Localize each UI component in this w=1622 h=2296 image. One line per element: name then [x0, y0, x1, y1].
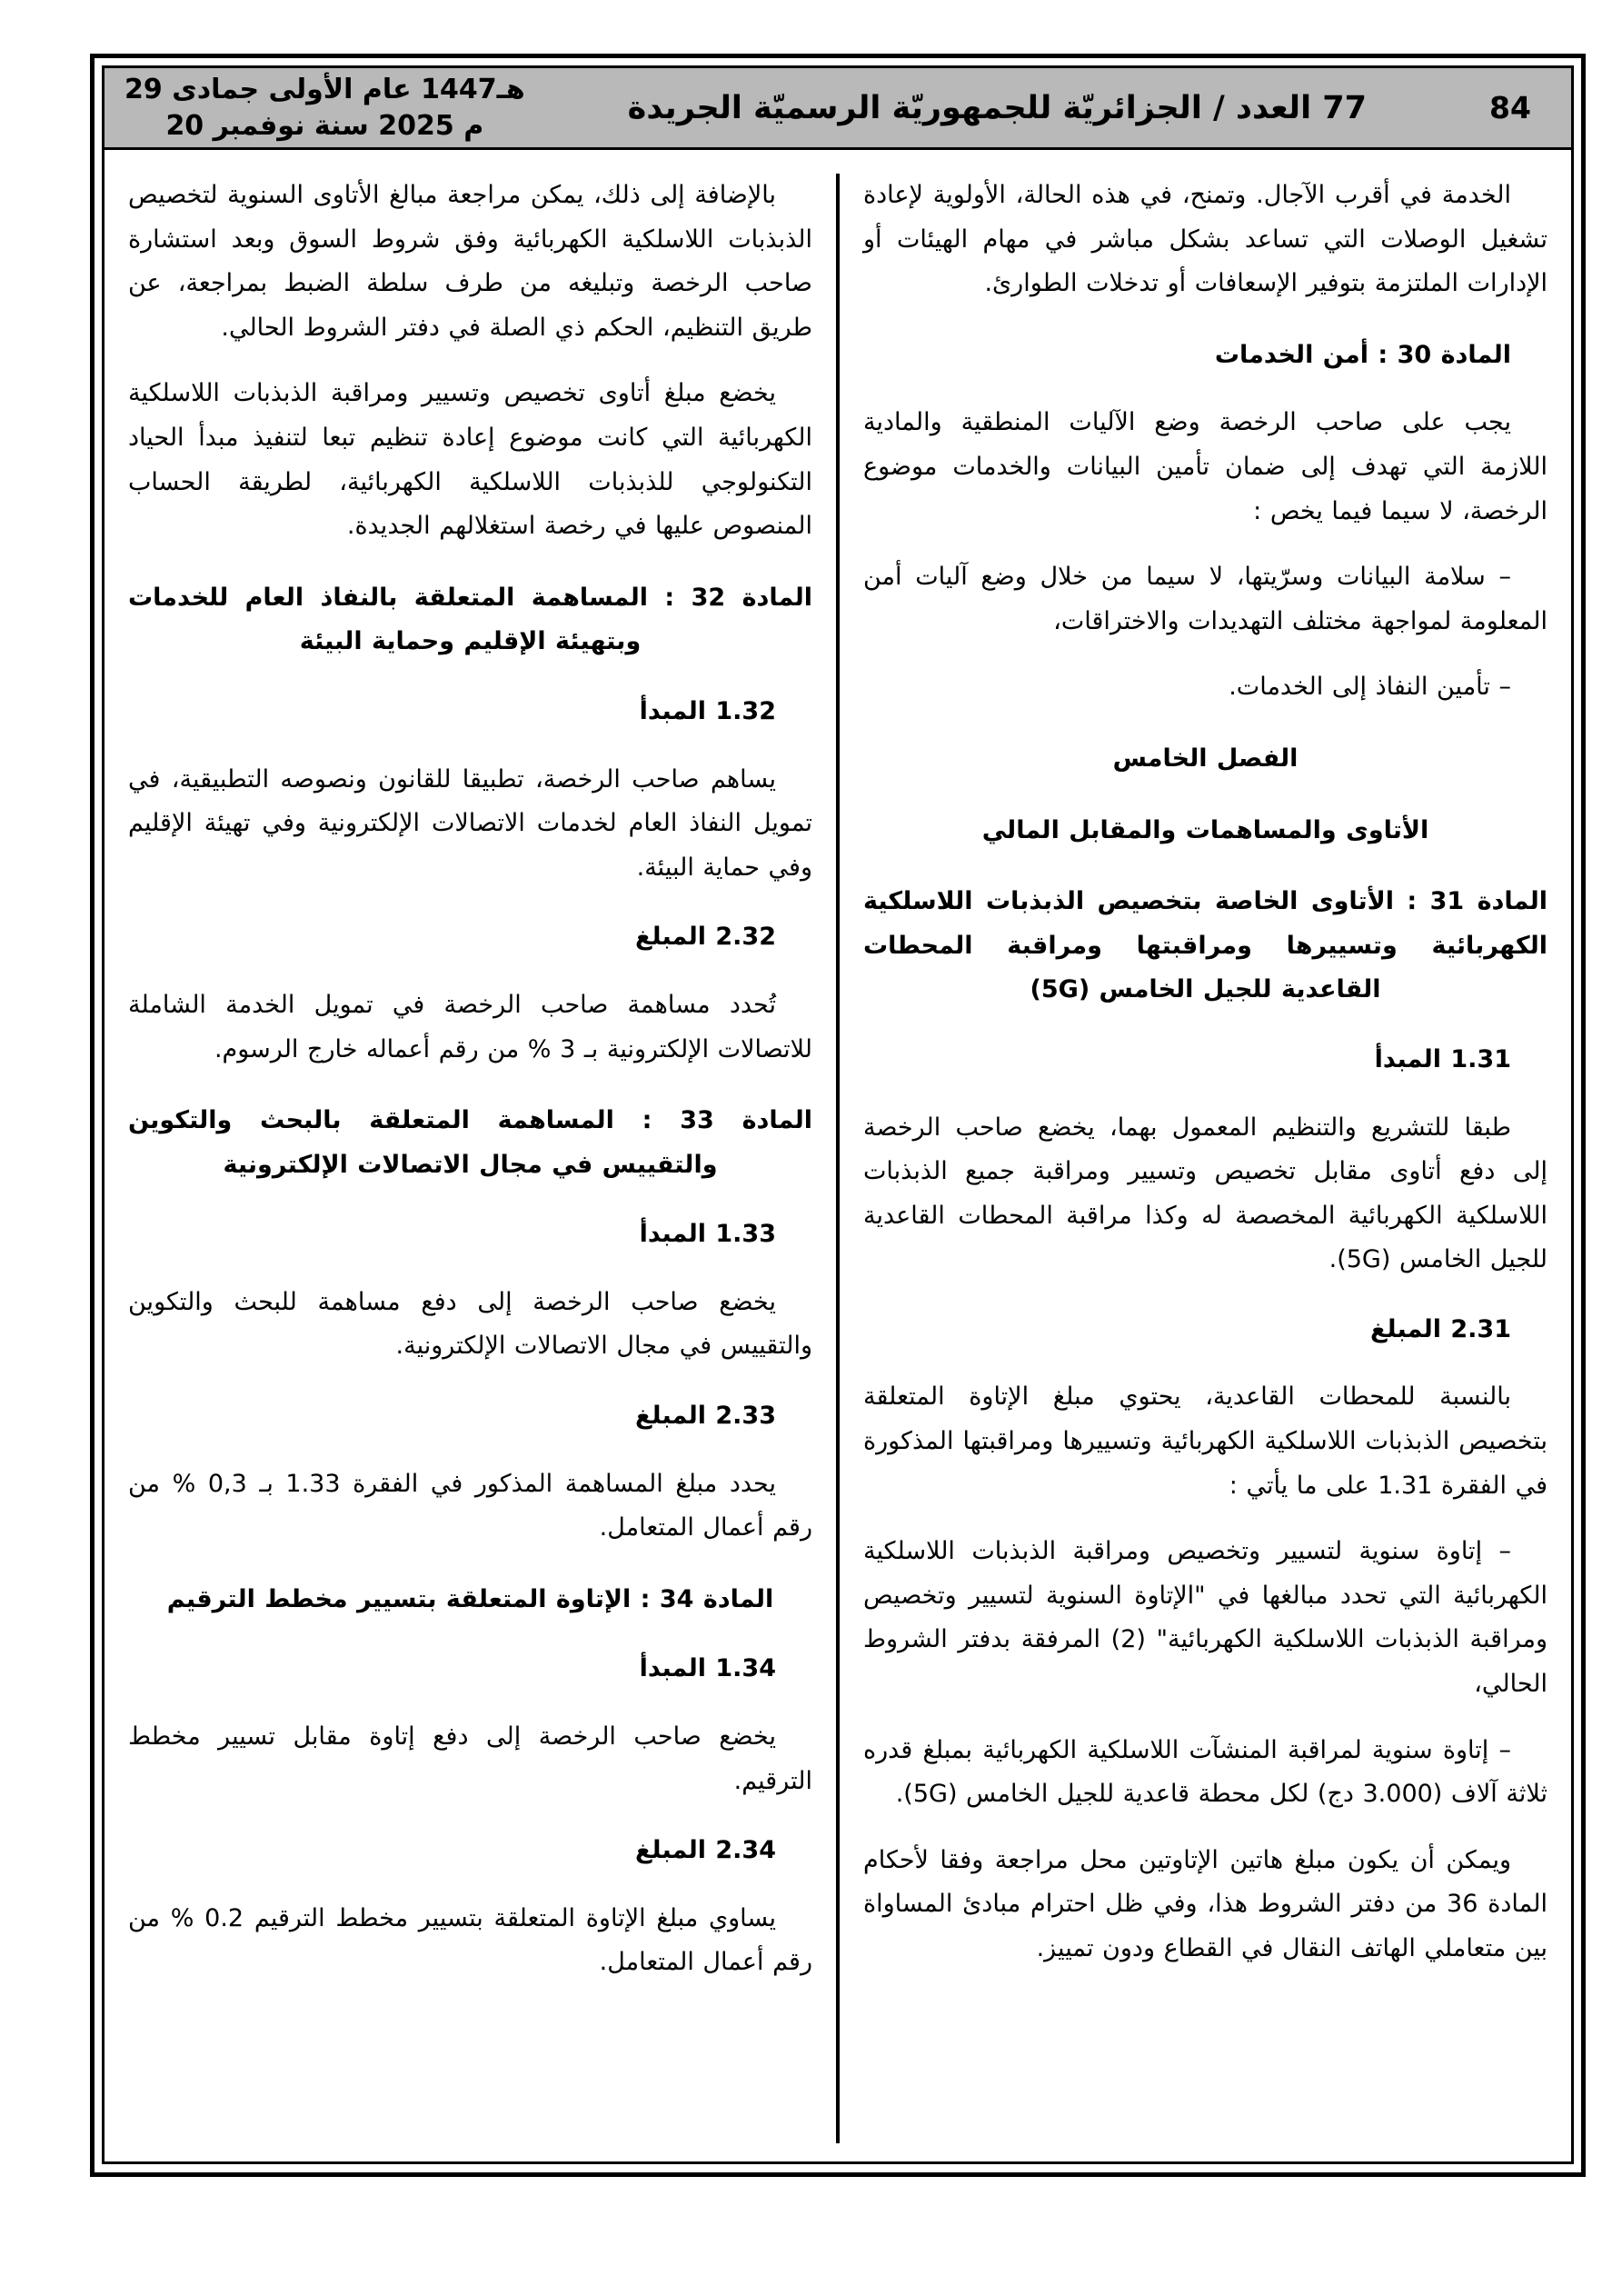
- paragraph: يساهم صاحب الرخصة، تطبيقا للقانون ونصوصه التطبيقية، في تمويل النفاذ العام لخدمات الاتصالات الإلكترونية وفي تهيئة الإقليم وفي حماية البيئة.: [128, 764, 812, 882]
- paragraph: يخضع صاحب الرخصة إلى دفع إتاوة مقابل تسيير مخطط الترقيم.: [128, 1722, 812, 1795]
- paragraph: يساوي مبلغ الإتاوة المتعلقة بتسيير مخطط الترقيم 0.2 % من رقم أعمال المتعامل.: [128, 1903, 812, 1977]
- list-item: – إتاوة سنوية لمراقبة المنشآت اللاسلكية الكهربائية بمبلغ قدره ثلاثة آلاف (3.000 دج) لكل محطة قاعدية للجيل الخامس (5G).: [863, 1735, 1547, 1809]
- paragraph: بالإضافة إلى ذلك، يمكن مراجعة مبالغ الأتاوى السنوية لتخصيص الذبذبات اللاسلكية الكهربائية وفق شروط السوق وبعد استشارة صاحب الرخصة وتبليغه من طرف سلطة الضبط بمراجعة، عن طريق التنظيم، الحكم ذي الصلة في دفتر الشروط الحالي.: [128, 181, 812, 342]
- paragraph: طبقا للتشريع والتنظيم المعمول بهما، يخضع صاحب الرخصة إلى دفع أتاوى مقابل تخصيص وتسيير ومراقبة جميع الذبذبات اللاسلكية الكهربائية المخصصة له وكذا مراقبة المحطات القاعدية للجيل الخامس (5G).: [863, 1113, 1547, 1274]
- date-gregorian: 20 نوفمبر سنة 2025 م: [165, 109, 484, 142]
- sub-heading: 2.34 المبلغ: [634, 1836, 776, 1865]
- list-item: – تأمين النفاذ إلى الخدمات.: [1229, 673, 1511, 702]
- chapter-heading: الفصل الخامس: [1112, 744, 1299, 773]
- sub-heading: 2.33 المبلغ: [634, 1402, 776, 1431]
- list-item: – إتاوة سنوية لتسيير وتخصيص ومراقبة الذبذبات اللاسلكية الكهربائية التي تحدد مبالغها في "الإتاوة السنوية لتسيير وتخصيص ومراقبة الذبذبات اللاسلكية الكهربائية" (2) المرفقة بدفتر الشروط الحالي،: [863, 1537, 1547, 1699]
- sub-heading: 2.31 المبلغ: [1369, 1314, 1511, 1343]
- paragraph: الخدمة في أقرب الآجال. وتمنح، في هذه الحالة، الأولوية لإعادة تشغيل الوصلات التي تساعد بشكل مباشر في مهام الهيئات أو الإدارات الملتزمة بتوفير الإسعافات أو تدخلات الطوارئ.: [863, 181, 1547, 298]
- sub-heading: 1.32 المبدأ: [639, 696, 776, 725]
- header-bar: [104, 68, 1571, 150]
- column-left: [104, 174, 836, 2151]
- paragraph: تُحدد مساهمة صاحب الرخصة في تمويل الخدمة الشاملة للاتصالات الإلكترونية بـ 3 % من رقم أعماله خارج الرسوم.: [128, 990, 812, 1063]
- header-dates: [124, 72, 525, 144]
- list-item: – سلامة البيانات وسرّيتها، لا سيما من خلال وضع آليات أمن المعلومة لمواجهة مختلف التهديدات والاختراقات،: [863, 563, 1547, 635]
- paragraph: يحدد مبلغ المساهمة المذكور في الفقرة 1.33 بـ 0,3 % من رقم أعمال المتعامل.: [128, 1469, 812, 1542]
- paragraph: يخضع صاحب الرخصة إلى دفع مساهمة للبحث والتكوين والتقييس في مجال الاتصالات الإلكترونية.: [128, 1287, 812, 1361]
- article-heading: المادة 32 : المساهمة المتعلقة بالنفاذ العام للخدمات وبتهيئة الإقليم وحماية البيئة: [128, 583, 812, 656]
- sub-heading: 2.32 المبلغ: [634, 923, 776, 952]
- page-content: [104, 150, 1571, 2161]
- date-hijri: 29 جمادى الأولى عام 1447هـ: [124, 73, 525, 105]
- paragraph: يجب على صاحب الرخصة وضع الآليات المنطقية والمادية اللازمة التي تهدف إلى ضمان تأمين البيانات والخدمات موضوع الرخصة، لا سيما فيما يخص :: [863, 408, 1547, 525]
- sub-heading: 1.31 المبدأ: [1374, 1044, 1511, 1073]
- article-heading: المادة 33 : المساهمة المتعلقة بالبحث والتكوين والتقييس في مجال الاتصالات الإلكترونية: [128, 1106, 812, 1179]
- article-heading: المادة 34 : الإتاوة المتعلقة بتسيير مخطط الترقيم: [166, 1584, 774, 1613]
- gazette-title: الجريدة الرسميّة للجمهوريّة الجزائريّة / العدد 77: [627, 89, 1367, 126]
- paragraph: بالنسبة للمحطات القاعدية، يحتوي مبلغ الإتاوة المتعلقة بتخصيص الذبذبات اللاسلكية الكهربائية وتسييرها ومراقبتها المذكورة في الفقرة 1.31 على ما يأتي :: [863, 1383, 1547, 1500]
- paragraph: ويمكن أن يكون مبلغ هاتين الإتاوتين محل مراجعة وفقا لأحكام المادة 36 من دفتر الشروط هذا، وفي ظل احترام مبادئ المساواة بين متعاملي الهاتف النقال في القطاع ودون تمييز.: [863, 1845, 1547, 1962]
- sub-heading: 1.33 المبدأ: [639, 1220, 776, 1249]
- column-right: [840, 174, 1571, 2151]
- chapter-heading: الأتاوى والمساهمات والمقابل المالي: [981, 815, 1429, 844]
- paragraph: يخضع مبلغ أتاوى تخصيص وتسيير ومراقبة الذبذبات اللاسلكية الكهربائية التي كانت موضوع إعادة تنظيم تبعا لتنفيذ مبدأ الحياد التكنولوجي للذبذبات اللاسلكية الكهربائية، لطريقة الحساب المنصوص عليها في رخصة استغلالهم الجديدة.: [128, 379, 812, 541]
- sub-heading: 1.34 المبدأ: [639, 1654, 776, 1683]
- page-number: 84: [1489, 90, 1531, 125]
- page-frame-inner: [102, 65, 1574, 2164]
- column-divider: [836, 174, 840, 2143]
- page-frame: [90, 54, 1586, 2177]
- article-heading: المادة 30 : أمن الخدمات: [1214, 340, 1511, 369]
- article-heading: المادة 31 : الأتاوى الخاصة بتخصيص الذبذبات اللاسلكية الكهربائية وتسييرها ومراقبتها ومراقبة المحطات القاعدية للجيل الخامس (5G): [863, 887, 1547, 1004]
